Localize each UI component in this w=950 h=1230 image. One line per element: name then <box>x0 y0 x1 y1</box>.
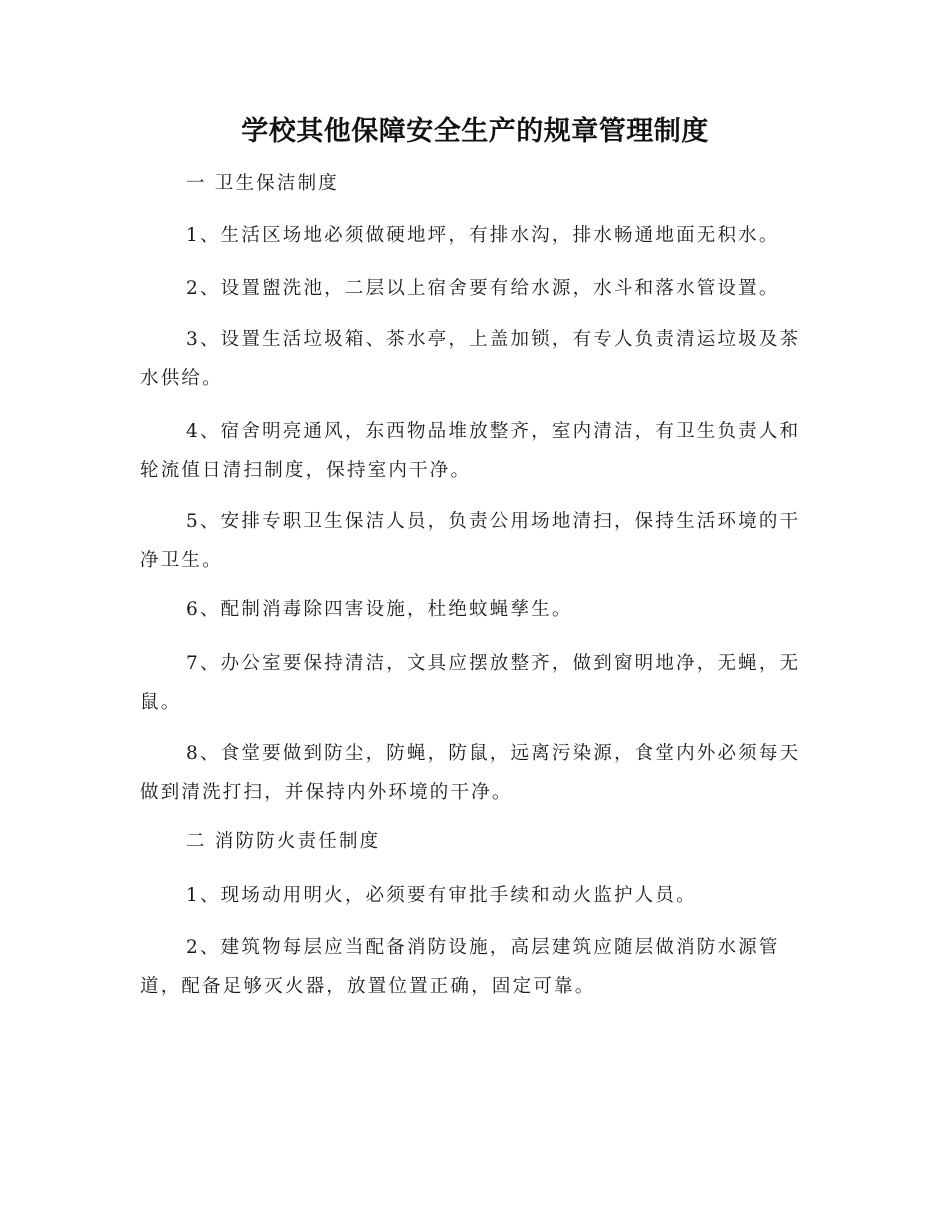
paragraph: 1、生活区场地必须做硬地坪，有排水沟，排水畅通地面无积水。 <box>186 225 780 246</box>
document-title: 学校其他保障安全生产的规章管理制度 <box>241 116 709 147</box>
paragraph: 1、现场动用明火，必须要有审批手续和动火监护人员。 <box>186 885 697 906</box>
section-heading-sanitation: 一 卫生保洁制度 <box>186 173 339 194</box>
paragraph: 5、安排专职卫生保洁人员，负责公用场地清扫，保持生活环境的干净卫生。 <box>140 511 801 571</box>
paragraph: 8、食堂要做到防尘，防蝇，防鼠，远离污染源，食堂内外必须每天做到清洗打扫，并保持内外环境的干净。 <box>140 743 801 803</box>
paragraph: 2、建筑物每层应当配备消防设施，高层建筑应随层做消防水源管道，配备足够灭火器，放置位置正确，固定可靠。 <box>140 937 780 997</box>
section-heading-fire-safety: 二 消防防火责任制度 <box>186 831 381 852</box>
paragraph: 4、宿舍明亮通风，东西物品堆放整齐，室内清洁，有卫生负责人和轮流值日清扫制度，保持室内干净。 <box>140 421 801 481</box>
paragraph: 3、设置生活垃圾箱、茶水亭，上盖加锁，有专人负责清运垃圾及茶水供给。 <box>140 329 801 389</box>
paragraph: 6、配制消毒除四害设施，杜绝蚊蝇孳生。 <box>186 599 573 620</box>
paragraph: 2、设置盥洗池，二层以上宿舍要有给水源，水斗和落水管设置。 <box>186 278 780 299</box>
paragraph: 7、办公室要保持清洁，文具应摆放整齐，做到窗明地净，无蝇，无鼠。 <box>140 653 801 713</box>
